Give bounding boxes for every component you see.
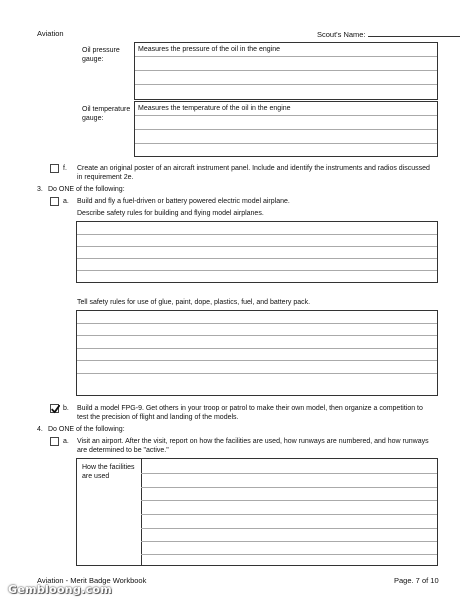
answer-line — [141, 500, 437, 501]
table-divider — [141, 459, 142, 565]
oil-temperature-answer-box[interactable] — [134, 101, 438, 157]
header-title: Aviation — [37, 29, 64, 38]
scout-name-field[interactable] — [317, 29, 460, 39]
answer-line — [135, 143, 437, 144]
answer-line — [141, 541, 437, 542]
scout-name-line[interactable] — [368, 29, 460, 37]
answer-line — [135, 115, 437, 116]
oil-pressure-label-line2: gauge: — [82, 56, 104, 63]
facilities-answer-box[interactable] — [76, 458, 438, 566]
scout-name-label: Scout's Name: — [317, 30, 366, 39]
req4a-text-line2: are determined to be "active." — [77, 447, 169, 454]
page-number: Page. 7 of 10 — [394, 576, 439, 585]
req4a-text-line1: Visit an airport. After the visit, report on how the facilities are used, how runways are numbered, and how runways — [77, 438, 429, 445]
answer-line — [77, 348, 437, 349]
answer-line — [77, 270, 437, 271]
oil-pressure-label-line1: Oil pressure — [82, 47, 120, 54]
answer-line — [135, 129, 437, 130]
footer-title: Aviation - Merit Badge Workbook — [37, 576, 147, 585]
checkmark-icon — [51, 405, 60, 414]
answer-line — [77, 246, 437, 247]
answer-line — [141, 473, 437, 474]
req3b-letter: b. — [63, 405, 69, 412]
req3b-text-line2: test the precision of flight and landing of the models. — [77, 414, 239, 421]
req3b-text-line1: Build a model FPG-9. Get others in your troop or patrol to make their own model, then organize a competition to — [77, 405, 423, 412]
answer-line — [135, 56, 437, 57]
req3a-text: Build and fly a fuel-driven or battery powered electric model airplane. — [77, 198, 290, 205]
req3a-prompt-glue-paint: Tell safety rules for use of glue, paint, dope, plastics, fuel, and battery pack. — [77, 299, 311, 306]
req3-text: Do ONE of the following: — [48, 186, 125, 193]
answer-line — [141, 528, 437, 529]
answer-line — [135, 70, 437, 71]
oil-temperature-answer: Measures the temperature of the oil in the engine — [138, 105, 291, 112]
oil-pressure-answer: Measures the pressure of the oil in the engine — [138, 46, 281, 53]
item-f-text-line1: Create an original poster of an aircraft instrument panel. Include and identify the instruments and radios discussed — [77, 165, 430, 172]
facilities-label-line1: How the facilities — [82, 464, 135, 471]
answer-line — [77, 335, 437, 336]
req3b-checkbox[interactable] — [50, 404, 59, 413]
answer-line — [141, 487, 437, 488]
oil-temperature-label-line2: gauge: — [82, 115, 104, 122]
req3-number: 3. — [37, 186, 43, 193]
glue-paint-answer-box[interactable] — [76, 310, 438, 396]
item-f-checkbox[interactable] — [50, 164, 59, 173]
answer-line — [77, 258, 437, 259]
answer-line — [135, 84, 437, 85]
answer-line — [77, 373, 437, 374]
oil-pressure-answer-box[interactable] — [134, 42, 438, 100]
req3a-letter: a. — [63, 198, 69, 205]
item-f-letter: f. — [63, 165, 67, 172]
answer-line — [77, 360, 437, 361]
oil-temperature-label-line1: Oil temperature — [82, 106, 131, 113]
req4a-checkbox[interactable] — [50, 437, 59, 446]
req3a-checkbox[interactable] — [50, 197, 59, 206]
req4-number: 4. — [37, 426, 43, 433]
answer-line — [77, 234, 437, 235]
facilities-label-line2: are used — [82, 473, 110, 480]
answer-line — [77, 323, 437, 324]
safety-rules-answer-box[interactable] — [76, 221, 438, 283]
watermark-logo: Gembloong.com — [8, 583, 113, 596]
answer-line — [141, 514, 437, 515]
req3a-prompt-safety-rules: Describe safety rules for building and flying model airplanes. — [77, 210, 264, 217]
answer-line — [141, 554, 437, 555]
req4-text: Do ONE of the following: — [48, 426, 125, 433]
item-f-text-line2: in requirement 2e. — [77, 174, 134, 181]
req4a-letter: a. — [63, 438, 69, 445]
